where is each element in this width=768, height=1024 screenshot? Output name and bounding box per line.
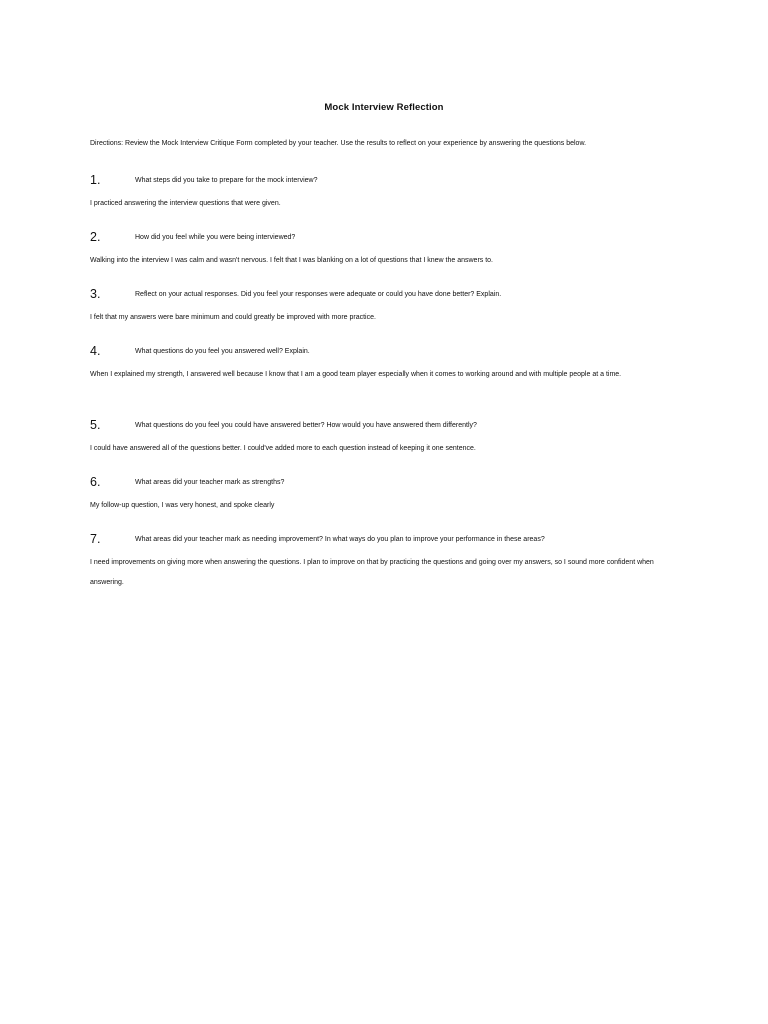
question-number: 3. bbox=[90, 287, 101, 301]
question-number: 1. bbox=[90, 173, 101, 187]
question-text: What areas did your teacher mark as strengths? bbox=[135, 479, 285, 486]
answer-text: I need improvements on giving more when answering the questions. I plan to improve on that by practicing the questions and going over my answers, so I sound more confident when answering. bbox=[90, 559, 654, 586]
question-text: What steps did you take to prepare for the mock interview? bbox=[135, 177, 318, 184]
question-text: What questions do you feel you answered well? Explain. bbox=[135, 348, 310, 355]
question-text: What questions do you feel you could have answered better? How would you have answered them differently? bbox=[135, 422, 477, 429]
question-text: Reflect on your actual responses. Did you feel your responses were adequate or could you have done better? Explain. bbox=[135, 291, 502, 298]
page-title: Mock Interview Reflection bbox=[324, 102, 444, 113]
question-text: How did you feel while you were being interviewed? bbox=[135, 234, 296, 241]
question-block-3 bbox=[90, 287, 710, 328]
question-block-6 bbox=[90, 475, 710, 516]
question-block-1 bbox=[90, 173, 710, 214]
question-text: What areas did your teacher mark as needing improvement? In what ways do you plan to improve your performance in these areas? bbox=[135, 536, 545, 543]
question-number: 6. bbox=[90, 475, 101, 489]
question-block-4 bbox=[90, 344, 710, 385]
question-number: 7. bbox=[90, 532, 101, 546]
answer-text: When I explained my strength, I answered well because I know that I am a good team player especially when it comes to working around and with multiple people at a time. bbox=[90, 371, 622, 378]
answer-text: I practiced answering the interview questions that were given. bbox=[90, 200, 281, 207]
question-block-7 bbox=[90, 532, 710, 593]
answer-text: I could have answered all of the questions better. I could've added more to each question instead of keeping it one sentence. bbox=[90, 445, 476, 452]
answer-text: My follow-up question, I was very honest, and spoke clearly bbox=[90, 502, 275, 509]
question-number: 4. bbox=[90, 344, 101, 358]
answer-text: I felt that my answers were bare minimum and could greatly be improved with more practice. bbox=[90, 314, 376, 321]
question-block-5 bbox=[90, 418, 710, 459]
question-number: 2. bbox=[90, 230, 101, 244]
question-number: 5. bbox=[90, 418, 101, 432]
directions-text: Directions: Review the Mock Interview Critique Form completed by your teacher. Use the results to reflect on your experience by answering the questions below. bbox=[90, 140, 587, 147]
question-block-2 bbox=[90, 230, 710, 271]
answer-text: Walking into the interview I was calm and wasn't nervous. I felt that I was blanking on a lot of questions that I knew the answers to. bbox=[90, 257, 494, 264]
